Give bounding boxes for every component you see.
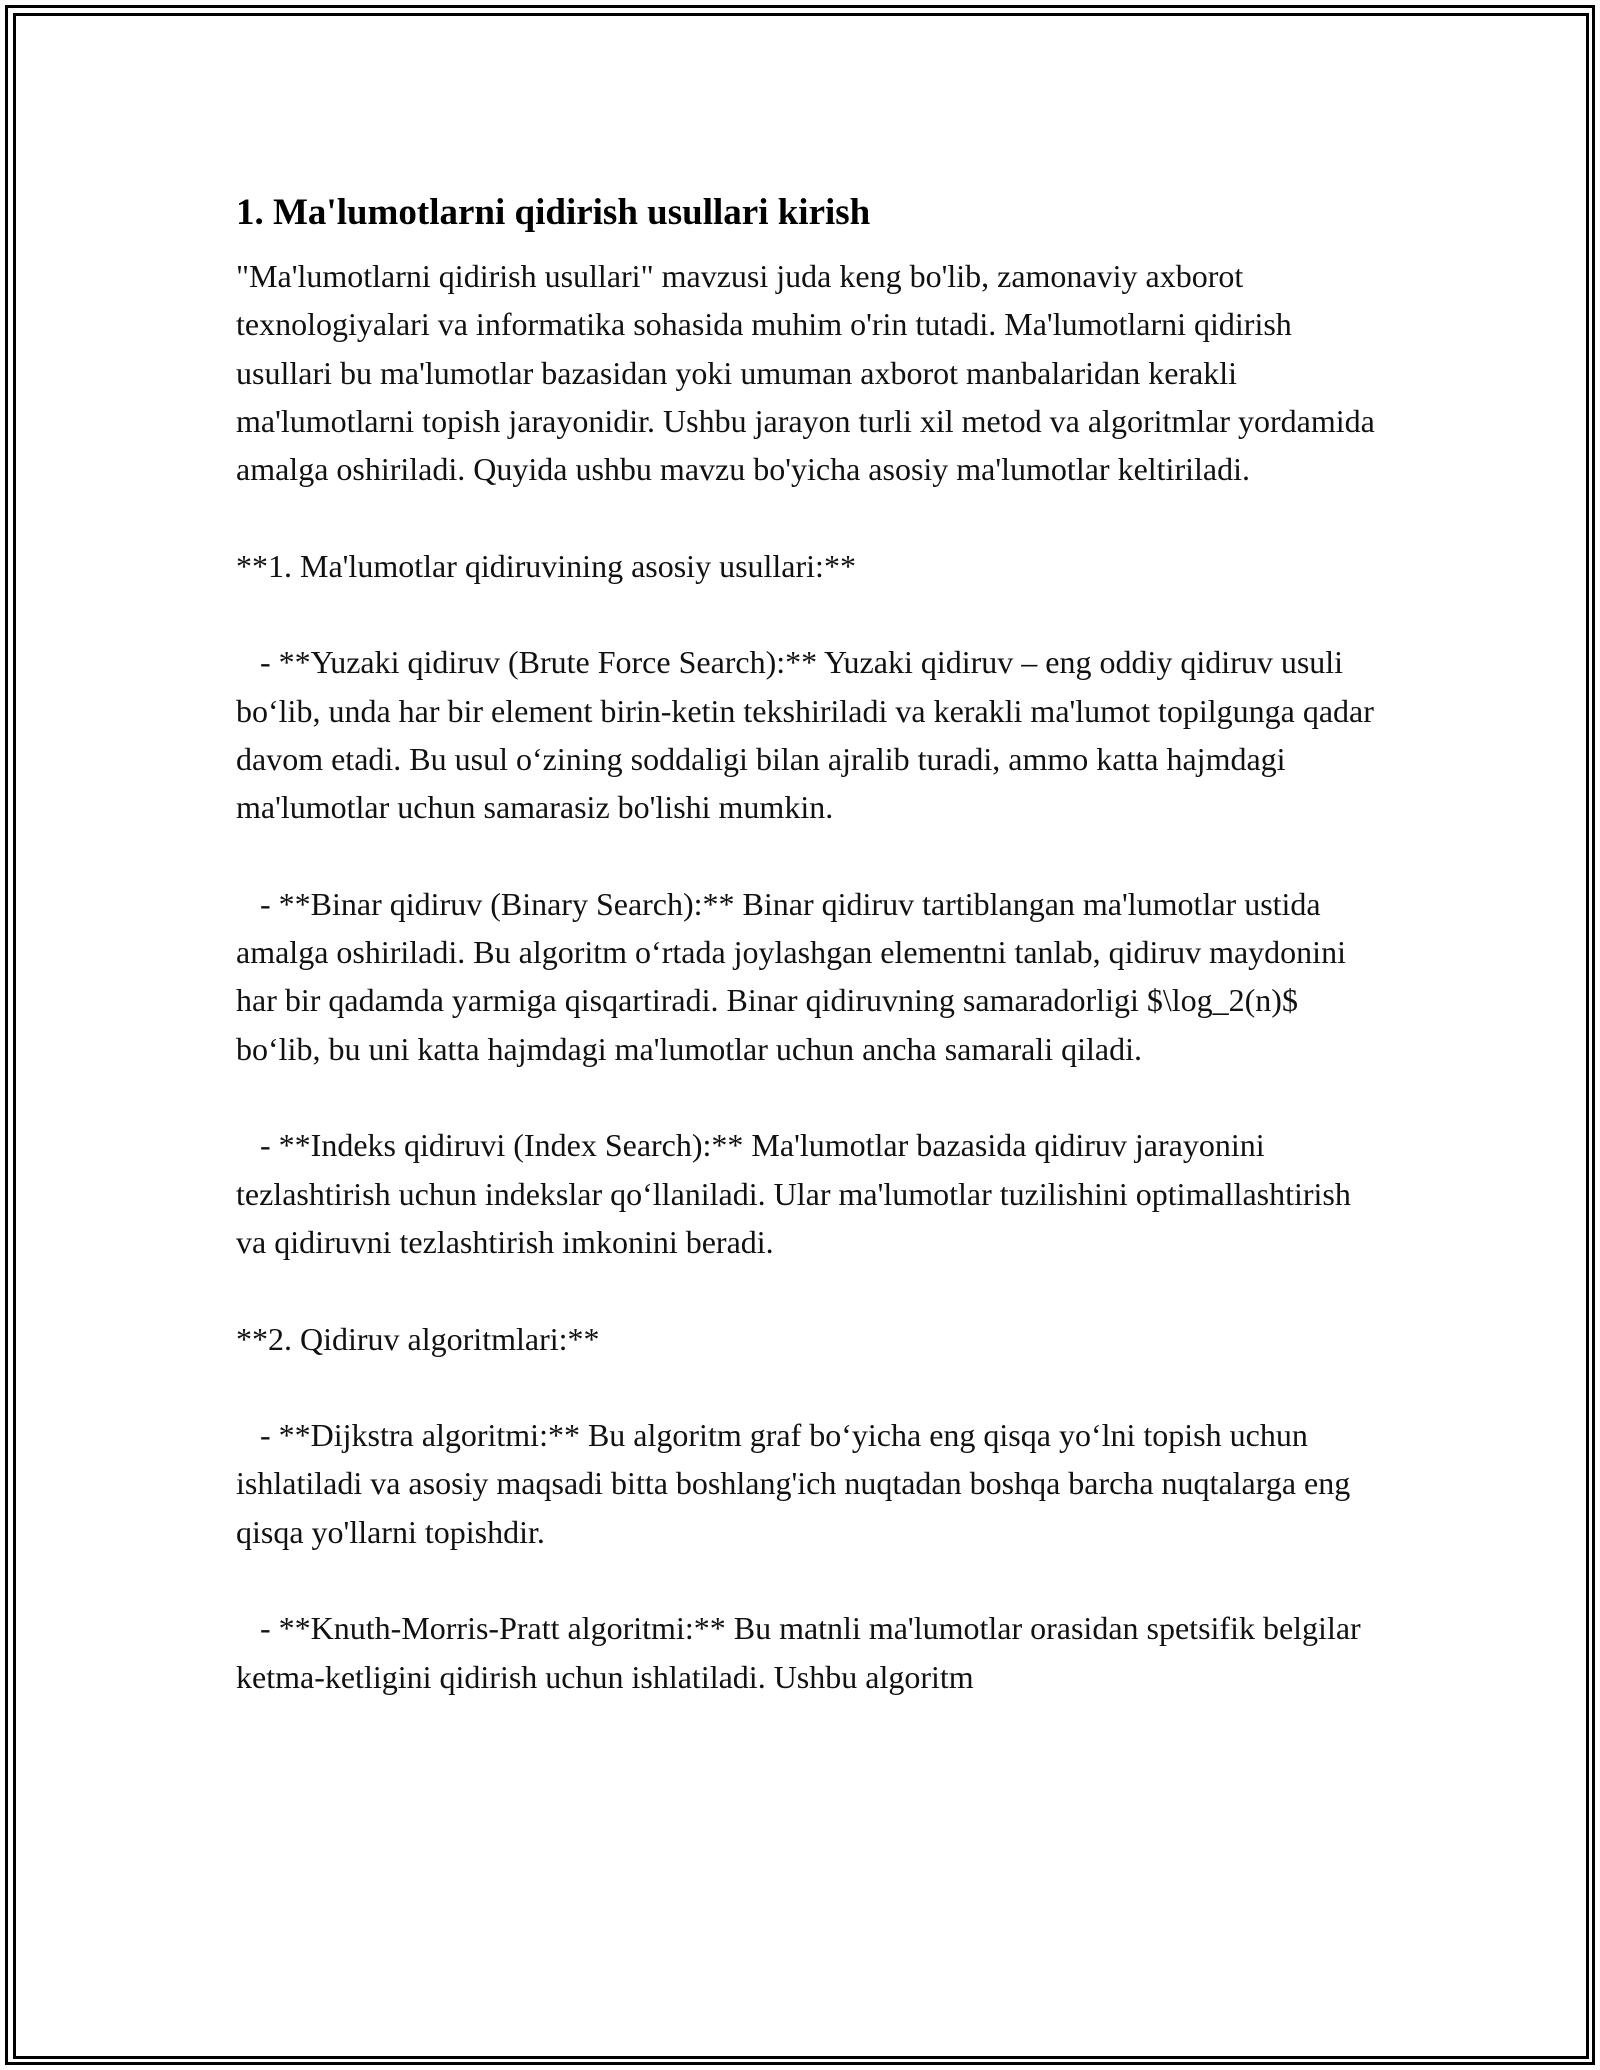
- list-item-dijkstra: - **Dijkstra algoritmi:** Bu algoritm graf bo‘yicha eng qisqa yo‘lni topish uchun ishlatiladi va asosiy maqsadi bitta boshlang'ich nuqtadan boshqa barcha nuqtalarga eng qisqa yo'llarni topishdir.: [236, 1417, 1359, 1550]
- list-item-binary-search: - **Binar qidiruv (Binary Search):** Binar qidiruv tartiblangan ma'lumotlar ustida amalga oshiriladi. Bu algoritm o‘rtada joylashgan elementni tanlab, qidiruv maydonini har bir qadamda yarmiga qisqartiradi. Binar qidiruvning samaradorligi $\log_2(n)$ bo‘lib, bu uni katta hajmdagi ma'lumotlar uchun ancha samarali qiladi.: [236, 885, 1354, 1067]
- list-item-kmp: - **Knuth-Morris-Pratt algoritmi:** Bu matnli ma'lumotlar orasidan spetsifik belgilar ketma-ketligini qidirish uchun ishlatiladi. Ushbu algoritm: [236, 1610, 1369, 1695]
- intro-paragraph: "Ma'lumotlarni qidirish usullari" mavzusi juda keng bo'lib, zamonaviy axborot texnologiyalari va informatika sohasida muhim o'rin tutadi. Ma'lumotlarni qidirish usullari bu ma'lumotlar bazasidan yoki umuman axborot manbalaridan kerakli ma'lumotlarni topish jarayonidir. Ushbu jarayon turli xil metod va algoritmlar yordamida amalga oshiriladi. Quyida ushbu mavzu bo'yicha asosiy ma'lumotlar keltiriladi.: [236, 258, 1383, 488]
- blank-line: [236, 590, 1386, 638]
- list-item-index-search: - **Indeks qidiruvi (Index Search):** Ma'lumotlar bazasida qidiruv jarayonini tezlashtirish uchun indekslar qo‘llaniladi. Ular ma'lumotlar tuzilishini optimallashtirish va qidiruvni tezlashtirish imkonini beradi.: [236, 1127, 1359, 1260]
- blank-line: [236, 1363, 1386, 1411]
- section-2-title: **2. Qidiruv algoritmlari:**: [236, 1320, 600, 1357]
- blank-line: [236, 493, 1386, 541]
- list-item-brute-force: - **Yuzaki qidiruv (Brute Force Search):** Yuzaki qidiruv – eng oddiy qidiruv usuli bo‘lib, unda har bir element birin-ketin tekshiriladi va kerakli ma'lumot topilgunga qadar davom etadi. Bu usul o‘zining soddaligi bilan ajralib turadi, ammo katta hajmdagi ma'lumotlar uchun samarasiz bo'lishi mumkin.: [236, 644, 1382, 826]
- blank-line: [236, 1073, 1386, 1121]
- document-body: [236, 186, 1386, 1701]
- blank-line: [236, 1556, 1386, 1604]
- document-heading: 1. Ma'lumotlarni qidirish usullari kirish: [236, 192, 871, 233]
- section-1-title: **1. Ma'lumotlar qidiruvining asosiy usullari:**: [236, 547, 856, 584]
- blank-line: [236, 1266, 1386, 1314]
- blank-line: [236, 832, 1386, 880]
